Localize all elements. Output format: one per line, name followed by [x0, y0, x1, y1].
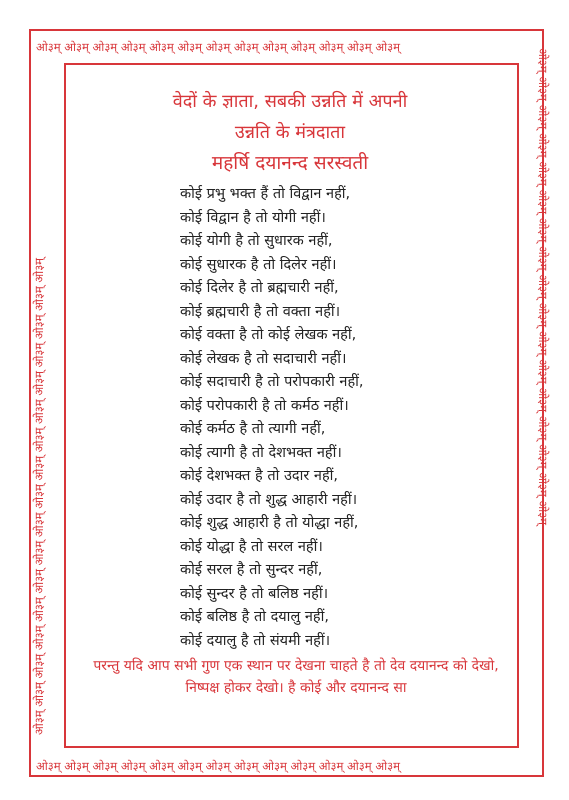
poem-line: कोई सुधारक है तो दिलेर नहीं।: [180, 256, 337, 273]
border-om-left: ओ३म् ओ३म् ओ३म् ओ३म् ओ३म् ओ३म् ओ३म् ओ३म् ओ३म् ओ३म् ओ३म् ओ३म् ओ३म् ओ३म् ओ३म् ओ३म् ओ३म्: [32, 257, 46, 735]
poem-line: कोई बलिष्ठ है तो दयालु नहीं,: [180, 609, 329, 625]
poem: [180, 183, 420, 653]
poem-line: कोई सुन्दर है तो बलिष्ठ नहीं।: [180, 585, 329, 602]
border-om-top: ओ३म् ओ३म् ओ३म् ओ३म् ओ३म् ओ३म् ओ३म् ओ३म् ओ३म् ओ३म् ओ३म् ओ३म् ओ३म्: [36, 40, 400, 54]
closing-paragraph: परन्तु यदि आप सभी गुण एक स्थान पर देखना चाहते है तो देव दयानन्द को देखो, निष्पक्ष होकर देखो। है कोई और दयानन्द सा: [93, 658, 499, 696]
poem-line: कोई त्यागी है तो देशभक्त नहीं।: [180, 444, 342, 461]
poem-line: कोई दिलेर है तो ब्रह्मचारी नहीं,: [180, 280, 339, 296]
heading-line-2: उन्नति के मंत्रदाता: [234, 122, 346, 143]
poem-line: कोई सदाचारी है तो परोपकारी नहीं,: [180, 374, 364, 390]
poem-line: कोई देशभक्त है तो उदार नहीं,: [180, 468, 339, 484]
poem-line: कोई उदार है तो शुद्ध आहारी नहीं।: [180, 491, 358, 508]
poem-line: कोई परोपकारी है तो कर्मठ नहीं।: [180, 397, 349, 414]
poem-line: कोई वक्ता है तो कोई लेखक नहीं,: [180, 327, 357, 343]
poem-line: कोई योद्धा है तो सरल नहीं।: [180, 538, 323, 555]
poem-line: कोई सरल है तो सुन्दर नहीं,: [180, 562, 323, 578]
border-om-bottom: ओ३म् ओ३म् ओ३म् ओ३म् ओ३म् ओ३म् ओ३म् ओ३म् ओ३म् ओ३म् ओ३म् ओ३म् ओ३म्: [36, 759, 400, 773]
poem-line: कोई प्रभु भक्त हैं तो विद्वान नहीं,: [180, 186, 351, 202]
poem-line: कोई विद्वान है तो योगी नहीं।: [180, 209, 326, 226]
border-om-right: ओ३म् ओ३म् ओ३म् ओ३म् ओ३म् ओ३म् ओ३म् ओ३म् ओ३म् ओ३म् ओ३म् ओ३म् ओ३म् ओ३म् ओ३म् ओ३म् ओ३म्: [536, 48, 550, 526]
poem-line: कोई ब्रह्मचारी है तो वक्ता नहीं।: [180, 303, 341, 320]
poem-line: कोई कर्मठ है तो त्यागी नहीं,: [180, 421, 326, 437]
heading-line-1: वेदों के ज्ञाता, सबकी उन्नति में अपनी: [172, 91, 408, 112]
poem-line: कोई योगी है तो सुधारक नहीं,: [180, 233, 333, 249]
poem-line: कोई लेखक है तो सदाचारी नहीं।: [180, 350, 347, 367]
poem-line: कोई शुद्ध आहारी है तो योद्धा नहीं,: [180, 515, 359, 531]
poem-line: कोई दयालु है तो संयमी नहीं।: [180, 632, 331, 649]
heading-line-3: महर्षि दयानन्द सरस्वती: [211, 152, 369, 174]
